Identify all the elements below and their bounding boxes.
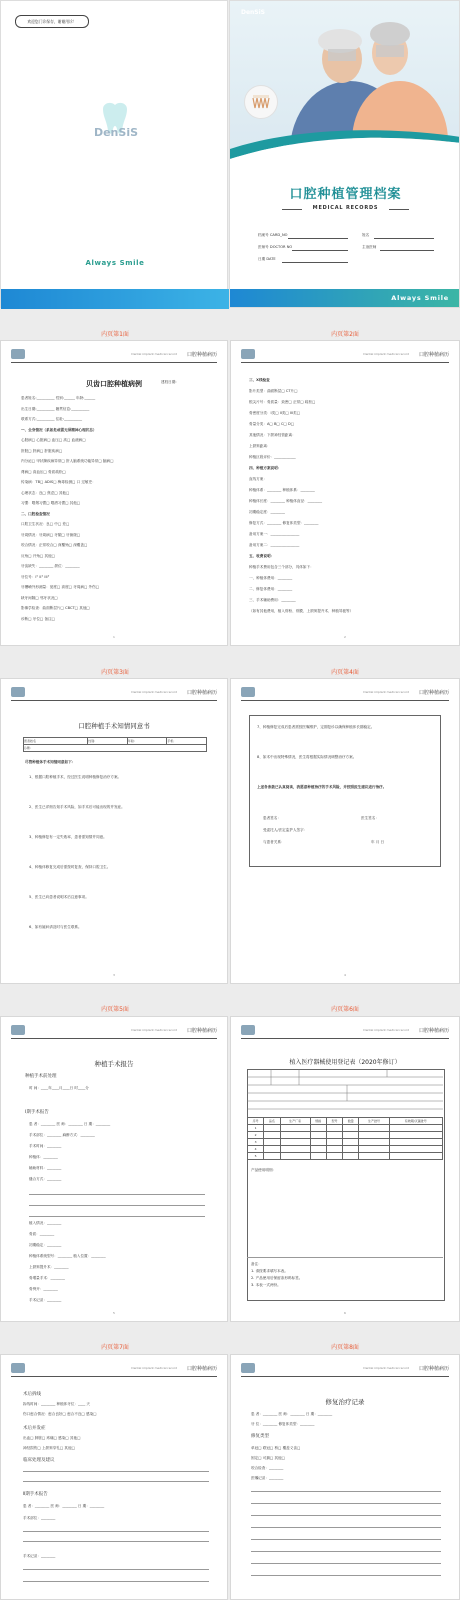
page2-line-7: 上颌窦距离： [249, 444, 271, 448]
table-cell[interactable] [389, 1153, 442, 1160]
caption-p1: 内页第1面 [101, 331, 129, 338]
info-diagnosis-cell [24, 745, 207, 752]
page6-label: 产品使用明细： [251, 1168, 277, 1172]
page8-sec: 修复类型 [251, 1434, 269, 1439]
table-cell[interactable] [326, 1146, 342, 1153]
table-header-cell: 型号 [326, 1118, 342, 1125]
table-cell[interactable] [359, 1153, 389, 1160]
page1-date-label: 建档日期: [161, 380, 177, 384]
page2-line-12: 种植体长度：________ 种植体直径：________ [249, 499, 323, 503]
cover-back [0, 0, 228, 308]
page7-l7: 手术记录：________ [23, 1554, 56, 1558]
page3-title: 口腔种植手术知情同意书 [78, 722, 150, 730]
page3-para-3: 3、种植修复有一定失败率，患者需知情并同意。 [29, 835, 107, 839]
page7-sec3: 临床处理及建议 [23, 1458, 55, 1463]
page8-l1: 患 者：________ 医 师：________ 日 期：________ [251, 1412, 333, 1416]
page-header [241, 687, 449, 701]
page1-line-21: 影像学检查：曲面断层片□ CBCT□ 其他□ [21, 606, 90, 610]
page8-title: 修复治疗记录 [325, 1398, 365, 1406]
page-header [241, 349, 449, 363]
table-row [248, 1153, 443, 1160]
page1-line-16: 反殆□ 开殆□ 其他□ [21, 553, 56, 558]
page2-line-3: 根尖片号：骨质量：致密□ 正常□ 疏松□ [249, 400, 316, 404]
table-header-cell: 序号 [248, 1118, 264, 1125]
page5-line-5: 辅助材料：________ [29, 1166, 62, 1170]
table-cell[interactable] [264, 1125, 280, 1132]
header-title: 口腔种植病历 [418, 690, 449, 696]
page5-line-12: 初期稳定：________ [29, 1243, 62, 1247]
table-cell[interactable] [389, 1132, 442, 1139]
page1-line-10: 心理状态：良□ 焦虑□ 其他□ [21, 490, 70, 495]
header-logo-icon [11, 1363, 25, 1373]
page1-number: 1 [113, 635, 115, 639]
page-header [11, 349, 217, 363]
field-3-label: 日期 DATE [258, 257, 276, 261]
cover-front-bottom-bar [230, 289, 460, 308]
field-1-line[interactable] [288, 238, 348, 239]
page2-line-17: 五、收费说明： [249, 554, 275, 558]
page5-line-15: 骨增量手术：________ [29, 1276, 65, 1280]
page7-l1: 拆线时间：________ 种植体牙位：____ 天 [23, 1402, 90, 1406]
row-index-cell: 2 [248, 1132, 264, 1139]
table-cell[interactable] [389, 1146, 442, 1153]
table-cell[interactable] [310, 1153, 326, 1160]
logo-text: DenSiS [93, 126, 139, 139]
cover-subtitle-row [230, 205, 460, 213]
page3-para-5: 5、医生已向患者说明术后注意事项。 [29, 895, 89, 899]
table-cell[interactable] [280, 1146, 310, 1153]
table-cell[interactable] [280, 1125, 310, 1132]
page-4 [230, 678, 460, 984]
page7-rule-1 [23, 1471, 209, 1472]
slogan: Always Smile [85, 259, 145, 267]
page1-line-22: 诊断□ 牙位□ 备注□ [21, 616, 56, 621]
header-logo-icon [241, 1025, 255, 1035]
row-index-cell: 5 [248, 1153, 264, 1160]
page1-line-7: 内分泌□ 甲状腺疾病异常□ 肝人脑系统功能异常□ 脑病□ [21, 459, 114, 463]
page1-line-15: 咬合情况：正常咬合□ 深覆殆□ 深覆盖□ [21, 543, 88, 547]
header-title: 口腔种植病历 [186, 1366, 217, 1372]
page1-line-14: 牙周情况：牙周病□ 牙龈□ 牙菌斑□ [21, 532, 81, 537]
table-header-cell: 数量 [343, 1118, 359, 1125]
page5-blank-rule [29, 1194, 205, 1195]
caption-p7: 内页第7面 [101, 1344, 129, 1351]
page7-rule-6 [23, 1581, 209, 1582]
teal-wave [230, 119, 460, 163]
cover-subtitle: MEDICAL RECORDS [312, 205, 379, 211]
page8-rule-1 [251, 1491, 441, 1492]
page4-para-3: 上述各条款已认真阅读，我愿意种植治疗的手术风险，并按照医生建议进行治疗。 [257, 785, 387, 789]
page-3 [0, 678, 228, 984]
page3-number: 3 [113, 973, 115, 977]
bubble-text: 欢迎您门诊保存，谢谢用诊！ [27, 19, 77, 24]
page-header [241, 1363, 449, 1377]
page1-line-12: 二、口腔检查情况 [21, 511, 50, 516]
page7-rule-2 [23, 1481, 209, 1482]
page2-line-1: 三、X线检查 [249, 378, 270, 382]
page2-line-21: 三、手术辅助费用：________ [249, 598, 296, 602]
cover-back-bottom-bar [1, 289, 229, 309]
page5-line-4: 种植体：________ [29, 1155, 58, 1159]
page5-blank-rule [29, 1205, 205, 1206]
info-age-cell [127, 738, 167, 745]
field-2-line[interactable] [292, 250, 348, 251]
table-header-cell: 生产批号 [359, 1118, 389, 1125]
page2-line-16: 备用方案二：________________ [249, 543, 300, 547]
table-cell[interactable] [359, 1132, 389, 1139]
page5-title: 种植手术报告 [94, 1060, 134, 1068]
photo-logo [236, 9, 270, 29]
row-index-cell: 4 [248, 1146, 264, 1153]
table-cell[interactable] [389, 1125, 442, 1132]
page-2 [230, 340, 460, 646]
table-header-cell: 生产厂家 [280, 1118, 310, 1125]
page6-title: 植入医疗器械使用登记表（2020年修订） [289, 1059, 401, 1066]
caption-p3: 内页第3面 [101, 669, 129, 676]
table-cell[interactable] [264, 1146, 280, 1153]
page8-rule-4 [251, 1527, 441, 1528]
info-sex-cell [88, 738, 128, 745]
page3-intro: 尽管种植体手术知情同意如下： [25, 760, 76, 764]
page7-l4: 神经损伤□ 上颌窦穿孔□ 其他□ [23, 1446, 76, 1450]
page-6 [230, 1016, 460, 1322]
page-header [11, 1025, 217, 1039]
header-sub: Dental implant medical record [363, 690, 409, 694]
page7-l5: 患 者：________ 医 师：________ 日 期：________ [23, 1504, 105, 1508]
info-sex-label: 性别: [88, 739, 96, 743]
table-cell[interactable] [359, 1139, 389, 1146]
page8-l5: 咬合检查：________ [251, 1466, 284, 1470]
page7-sec1: 术后拆线 [23, 1392, 41, 1397]
caption-p5: 内页第5面 [101, 1006, 129, 1013]
page-7 [0, 1354, 228, 1600]
header-sub: Dental implant medical record [363, 352, 409, 356]
page5-row1: 时 间：____年____月____日 时____分 [29, 1086, 89, 1090]
header-logo-icon [11, 1025, 25, 1035]
table-cell[interactable] [359, 1125, 389, 1132]
table-cell[interactable] [326, 1153, 342, 1160]
page1-line-4: 一、全身情况（系如危或需无须精神心理状态） [21, 427, 97, 432]
page1-line-8: 肾病□ 高血压□ 骨质疏松□ [21, 469, 66, 474]
subtitle-rule-left [282, 209, 302, 210]
header-sub: Dental implant medical record [363, 1028, 409, 1032]
table-cell[interactable] [343, 1132, 359, 1139]
page7-sec2: 术后并发症 [23, 1426, 46, 1431]
page7-l6: 手术部位：________ [23, 1516, 56, 1520]
page2-line-6: 其他情况：下颌神经管距离： [249, 433, 296, 437]
page1-line-13: 口腔卫生状况：良□ 中□ 差□ [21, 522, 70, 526]
page1-line-2: 出生日期:__________ 籍贯信息:__________ [21, 406, 90, 411]
footer-slogan: Always Smile [391, 294, 449, 302]
table-header-row [248, 1118, 443, 1125]
speech-bubble [15, 15, 89, 28]
table-row [248, 1125, 443, 1132]
page6-note-4: 3. 本表一式两份。 [251, 1283, 281, 1287]
row-index-cell: 1 [248, 1125, 264, 1132]
page1-line-6: 肝脏□ 肝病□ 肝脏疾病□ [21, 448, 63, 453]
table-row [248, 1146, 443, 1153]
header-title: 口腔种植病历 [186, 352, 217, 358]
page2-line-20: 二、修复体费用：________ [249, 587, 293, 591]
table-cell[interactable] [280, 1139, 310, 1146]
page5-line-11: 骨质：________ [29, 1232, 55, 1236]
page3-para-2: 2、医生已详细告知手术风险，如手术后可能出现的并发症。 [29, 805, 125, 809]
page7-rule-3 [23, 1531, 209, 1532]
table-cell[interactable] [310, 1146, 326, 1153]
page-header [11, 687, 217, 701]
page1-line-9: 传染病：TB□ ADIS□ 梅毒检测□ 口 过敏史： [21, 480, 96, 484]
table-cell[interactable] [310, 1132, 326, 1139]
table-cell[interactable] [326, 1125, 342, 1132]
header-sub: Dental implant medical record [131, 690, 177, 694]
page8-l2: 牙 位：________ 修复体类型：________ [251, 1422, 315, 1426]
page5-sec2: Ⅰ期手术报告 [25, 1110, 49, 1115]
page6-number: 6 [344, 1311, 346, 1315]
header-title: 口腔种植病历 [418, 1366, 449, 1372]
caption-p2: 内页第2面 [331, 331, 359, 338]
page4-para-1: 7、种植修复完成后患者需按医嘱维护，定期复诊以确保种植体长期稳定。 [257, 725, 375, 729]
header-title: 口腔种植病历 [186, 690, 217, 696]
info-phone-cell [167, 738, 207, 745]
page7-l3: 出血□ 肿胀□ 疼痛□ 感染□ 其他□ [23, 1436, 81, 1440]
photo-logo-text: DenSiS [240, 9, 266, 16]
cover-field-2 [258, 245, 448, 251]
field-2-label: 医师号 DOCTOR NO [258, 245, 293, 249]
page4-sign-patient: 患者签名： [263, 816, 281, 820]
page2-line-18: 种植手术费用包含三个部分，具体如下： [249, 565, 314, 569]
page7-rule-4 [23, 1541, 209, 1542]
cover-field-3 [258, 257, 448, 263]
page-5 [0, 1016, 228, 1322]
caption-p6: 内页第6面 [331, 1006, 359, 1013]
table-cell[interactable] [343, 1153, 359, 1160]
table-cell[interactable] [310, 1125, 326, 1132]
header-logo-icon [241, 349, 255, 359]
page5-line-14: 上颌窦提升术：________ [29, 1265, 69, 1269]
page5-number: 5 [113, 1311, 115, 1315]
table-cell[interactable] [343, 1125, 359, 1132]
page5-line-2: 手术部位：________ 麻醉方式：________ [29, 1133, 95, 1137]
page2-line-4: 骨密度分类：I类□ II类□ III类□ [249, 411, 301, 415]
table-cell[interactable] [389, 1139, 442, 1146]
page4-relation: 与患者关系： [263, 840, 285, 844]
page-1 [0, 340, 228, 646]
page8-rule-5 [251, 1539, 441, 1540]
page1-line-1: 患者姓名:__________ 性别:______ 年龄:______ [21, 396, 96, 400]
cover-field-1 [258, 233, 448, 239]
header-title: 口腔种植病历 [418, 352, 449, 358]
page6-divider [247, 1257, 443, 1258]
page5-line-13: 种植体系统型号：________ 植入位置：________ [29, 1254, 106, 1258]
page1-line-5: 心脏病□ 心脏病□ 血压□ 高□ 血液病□ [21, 438, 86, 442]
header-sub: Dental implant medical record [363, 1366, 409, 1370]
page6-note-2: 1. 请按要求填写本表。 [251, 1269, 288, 1273]
field-1-label: 档案号 CARD_NO [258, 233, 288, 237]
page1-line-11: 习惯：嗜烟习惯□ 嗜酒习惯□ 其他□ [21, 501, 81, 505]
table-header-cell: 规格 [310, 1118, 326, 1125]
teeth-circle-icon [244, 85, 278, 119]
page-8 [230, 1354, 460, 1600]
page5-line-17: 手术记录：________ [29, 1298, 62, 1302]
page8-l3: 单冠□ 联冠□ 桥□ 覆盖义齿□ [251, 1446, 301, 1450]
page6-note-1: 备注： [251, 1262, 262, 1266]
page7-sec4: Ⅱ期手术报告 [23, 1492, 48, 1497]
field-3-line[interactable] [282, 262, 348, 263]
page5-line-3: 手术时间：________ [29, 1144, 62, 1148]
page7-rule-5 [23, 1569, 209, 1570]
page-header [11, 1363, 217, 1377]
page2-number: 2 [344, 635, 346, 639]
page2-line-8: 种植区段评价：____________ [249, 455, 296, 459]
header-logo-icon [241, 687, 255, 697]
field-2-line2[interactable] [380, 250, 434, 251]
table-cell[interactable] [280, 1132, 310, 1139]
page1-line-3: 联系方式:__________ 住址:__________ [21, 417, 83, 421]
page5-line-1: 患 者：________ 医 师：________ 日 期：________ [29, 1122, 111, 1126]
page3-para-6: 6、如有疑问请及时与医生联系。 [29, 925, 82, 929]
header-sub: Dental implant medical record [131, 352, 177, 356]
page4-sign-guardian: 受委托人/法定监护人签字： [263, 828, 308, 832]
table-cell[interactable] [264, 1132, 280, 1139]
row-index-cell: 3 [248, 1139, 264, 1146]
page6-note-3: 2. 产品使用后保留条形码标签。 [251, 1276, 303, 1280]
table-cell[interactable] [359, 1146, 389, 1153]
page2-line-13: 初期稳定度：________ [249, 510, 285, 514]
page1-line-17: 牙齿缺失：________ 颌位：________ [21, 564, 80, 568]
table-cell[interactable] [343, 1139, 359, 1146]
field-1-label2: 姓名 [362, 233, 370, 237]
page2-line-15: 备用方案一：________________ [249, 532, 300, 536]
page6-top-grid [247, 1069, 443, 1117]
cover-title: 口腔种植管理档案 [289, 187, 402, 202]
page5-line-16: 骨劈开：________ [29, 1287, 58, 1291]
field-2-label2: 主治医师 [362, 245, 377, 249]
table-cell[interactable] [280, 1153, 310, 1160]
page5-line-6: 缝合方式：________ [29, 1177, 62, 1181]
page2-line-9: 四、种植方案说明： [249, 466, 282, 470]
page8-l4: 固定□ 可摘□ 其他□ [251, 1456, 286, 1460]
header-sub: Dental implant medical record [131, 1028, 177, 1032]
page-header [241, 1025, 449, 1039]
table-cell[interactable] [264, 1139, 280, 1146]
page2-line-2: 影片类型：曲面断层□ CT片□ [249, 389, 298, 393]
page1-line-20: 缺牙间隙□ 邻牙状况□ [21, 595, 58, 600]
page5-line-10: 植入情况：________ [29, 1221, 62, 1225]
page6-device-table [247, 1117, 443, 1160]
page3-para-1: 1、根据口腔种植手术，经过医生说明种植修复治疗方案。 [29, 775, 122, 779]
table-cell[interactable] [343, 1146, 359, 1153]
page1-line-18: 牙位号：I° II° III° [21, 574, 50, 579]
table-cell[interactable] [310, 1139, 326, 1146]
page4-number: 4 [344, 973, 346, 977]
table-cell[interactable] [326, 1139, 342, 1146]
page2-line-10: 直线方案： [249, 477, 267, 481]
page2-line-5: 骨量分类：A□ B□ C□ D□ [249, 422, 295, 426]
page8-rule-3 [251, 1515, 441, 1516]
page8-rule-7 [251, 1563, 441, 1564]
table-row [248, 1139, 443, 1146]
page8-l6: 医嘱记录：________ [251, 1476, 284, 1480]
page2-line-19: 一、种植体费用：________ [249, 576, 293, 580]
page4-date: 年 月 日 [371, 840, 385, 844]
table-cell[interactable] [326, 1132, 342, 1139]
page4-para-2: 8、如术中出现特殊情况，医生将根据实际情况调整治疗方案。 [257, 755, 357, 759]
table-row [248, 1132, 443, 1139]
page2-line-14: 修复方式：________ 修复体类型：________ [249, 521, 319, 525]
field-1-line2[interactable] [374, 238, 434, 239]
page3-para-4: 4、种植体修复完成后需按时复查，保持口腔卫生。 [29, 865, 111, 869]
table-cell[interactable] [264, 1153, 280, 1160]
caption-p4: 内页第4面 [331, 669, 359, 676]
header-logo-icon [11, 349, 25, 359]
info-name-label: 患者姓名 [24, 739, 37, 743]
page7-l2: 伤口愈合情况：愈合良好□ 愈合不良□ 感染□ [23, 1412, 97, 1416]
page2-line-22: （如有其他费用，植入骨粉、骨膜、上颌窦提升术、种植导板等） [249, 609, 354, 613]
info-name-cell [24, 738, 88, 745]
table-header-cell: 品名 [264, 1118, 280, 1125]
info-diagnosis-label: 诊断: [24, 746, 32, 750]
page2-line-11: 种植体系：________ 种植体系：________ [249, 488, 315, 492]
page8-rule-2 [251, 1503, 441, 1504]
page5-blank-rule [29, 1216, 205, 1217]
header-logo-icon [11, 687, 25, 697]
caption-p8: 内页第8面 [331, 1344, 359, 1351]
header-title: 口腔种植病历 [186, 1028, 217, 1034]
info-phone-label: 手机: [167, 739, 175, 743]
header-sub: Dental implant medical record [131, 1366, 177, 1370]
page1-line-19: 牙槽嵴外形测量：宽度□ 高度□ 牙周病□ 外伤□ [21, 585, 100, 589]
info-age-label: 年龄: [127, 739, 135, 743]
page4-sign-doctor: 医生签名： [361, 816, 379, 820]
page8-rule-8 [251, 1575, 441, 1576]
page5-sec1: 种植手术前处理 [25, 1074, 57, 1079]
cover-front [229, 0, 460, 308]
header-logo-icon [241, 1363, 255, 1373]
table-header-cell: 有效期/灭菌批号 [389, 1118, 442, 1125]
page1-title: 贝齿口腔种植病例 [86, 380, 142, 388]
page3-info-table [23, 737, 207, 752]
header-title: 口腔种植病历 [418, 1028, 449, 1034]
subtitle-rule-right [389, 209, 409, 210]
page8-rule-6 [251, 1551, 441, 1552]
